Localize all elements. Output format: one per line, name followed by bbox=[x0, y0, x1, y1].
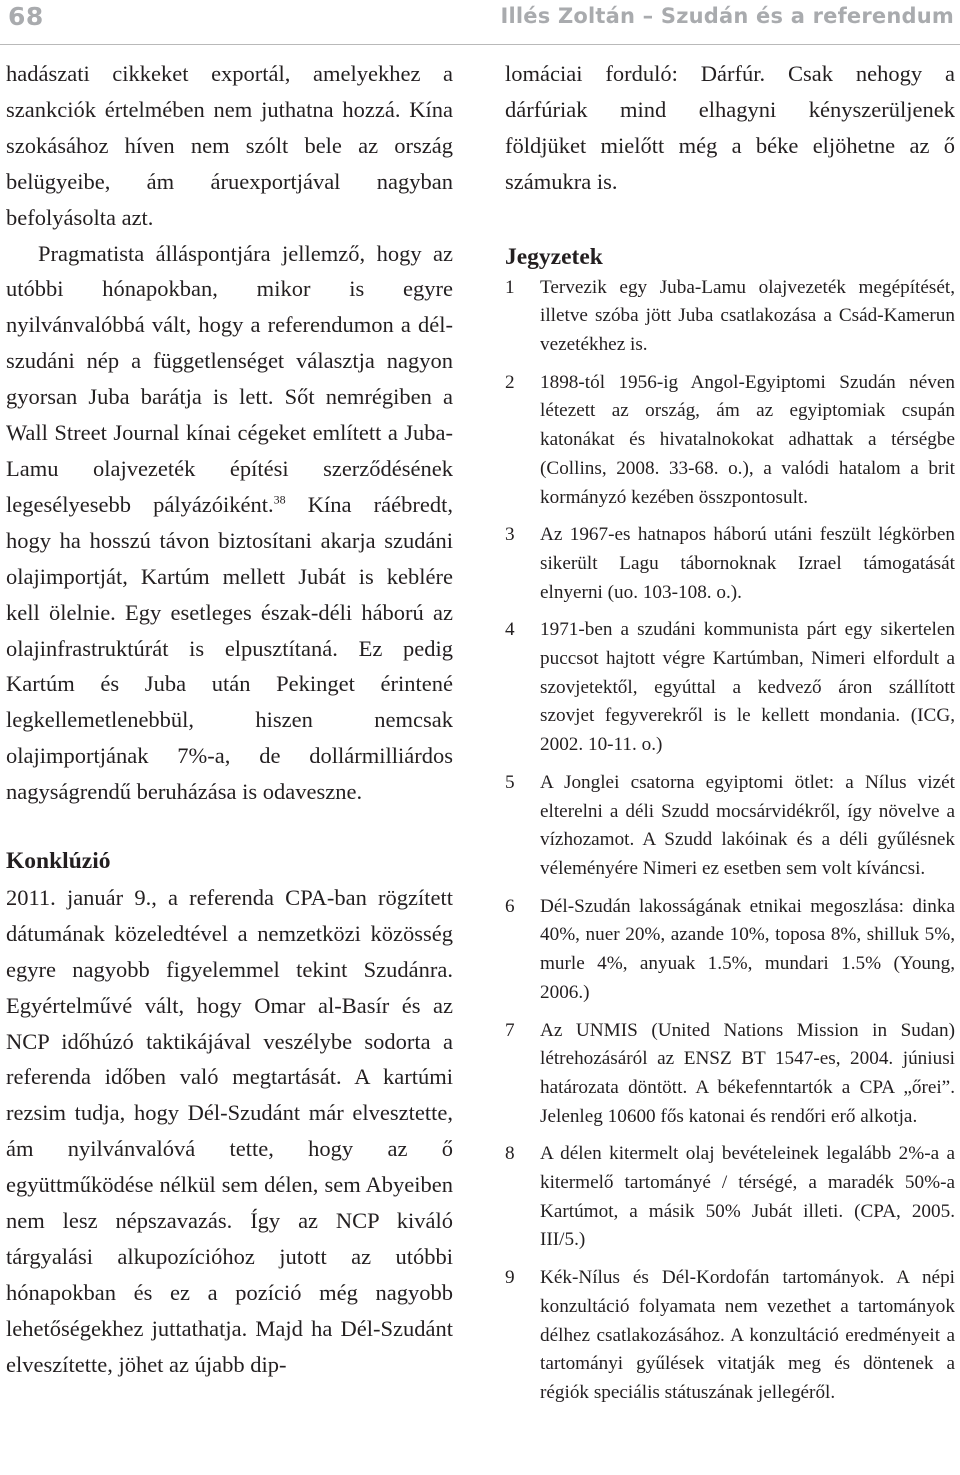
note-number: 2 bbox=[505, 371, 515, 393]
right-column bbox=[505, 56, 955, 1417]
running-title: Illés Zoltán – Szudán és a referendum bbox=[500, 4, 954, 28]
note-item bbox=[505, 616, 955, 760]
note-text: Az UNMIS (United Nations Mission in Sudan) létrehozásáról az ENSZ BT 1547-es, 2004. júniusi határozata döntött. A békefenntartók a CPA „őrei”. Jelenleg 10600 fős katonai és rendőri erő alkotja. bbox=[540, 1019, 955, 1127]
note-number: 7 bbox=[505, 1019, 515, 1041]
paragraph-text: Pragmatista álláspontjára jellemző, hogy az utóbbi hónapokban, mikor is egyre nyilvánvalóbbá vált, hogy a referendumon a dél-szudáni nép a függetlenséget választja nagyon gyorsan Juba barátja is lett. Sőt nemrégiben a Wall Street Journal kínai cégeket említett a Juba-Lamu olajvezeték építési szerződésének legesélyesebb pályázóiként. bbox=[6, 240, 453, 517]
note-item bbox=[505, 274, 955, 360]
notes-list bbox=[505, 274, 955, 1408]
notes-heading: Jegyzetek bbox=[505, 243, 603, 270]
note-item bbox=[505, 369, 955, 513]
paragraph-text-cont: Kína ráébredt, hogy ha hosszú távon biztosítani akarja szudáni olajimportját, Kartúm mellett Jubát is keblére kell ölelnie. Egy esetleges észak-déli háború az olajinfrastruktúrát is elpusztítaná. Ez pedig Kartúm és Juba után Pekinget érintené legkellemetlenebbül, hiszen nemcsak olajimportjának 7%-a, de dollármilliárdos nagyságrendű beruházása is odaveszne. bbox=[6, 491, 454, 805]
footnote-ref-38: 38 bbox=[273, 492, 286, 507]
note-number: 6 bbox=[505, 895, 515, 917]
note-item bbox=[505, 893, 955, 1008]
page-header bbox=[0, 0, 960, 45]
note-item bbox=[505, 1017, 955, 1132]
section-heading-konkluzio: Konklúzió bbox=[6, 848, 111, 875]
note-text: Az 1967-es hatnapos háború utáni feszült légkörben sikerült Lagu tábornoknak Izrael támogatását elnyerni (uo. 103-108. o.). bbox=[540, 524, 955, 603]
note-item bbox=[505, 521, 955, 607]
note-text: Dél-Szudán lakosságának etnikai megoszlása: dinka 40%, nuer 20%, azande 10%, toposa 8%, shilluk 5%, murle 4%, anyuak 1.5%, mundari 1.5% (Young, 2006.) bbox=[540, 895, 955, 1003]
note-text: A Jonglei csatorna egyiptomi ötlet: a Nílus vizét elterelni a déli Szudd mocsárvidékről, így növelve a vízhozamot. A Szudd lakóinak és a déli gyűlésnek véleményére Nimeri ez esetben sem volt kíváncsi. bbox=[540, 771, 955, 879]
note-text: Tervezik egy Juba-Lamu olajvezeték megépítését, illetve szóba jött Juba csatlakozása a Csád-Kamerun vezetékhez is. bbox=[540, 276, 955, 356]
note-text: 1898-tól 1956-ig Angol-Egyiptomi Szudán néven létezett az ország, ám az egyiptomiak csupán katonákat és hivatalnokokat adhattak a térségbe (Collins, 2008. 33-68. o.), a valódi hatalom a brit kormányzó kezében összpontosult. bbox=[540, 371, 955, 508]
note-number: 1 bbox=[505, 276, 515, 298]
note-number: 3 bbox=[505, 524, 515, 546]
note-number: 8 bbox=[505, 1143, 515, 1165]
page-number: 68 bbox=[8, 2, 44, 31]
note-text: 1971-ben a szudáni kommunista párt egy sikertelen puccsot hajtott végre Kartúmban, Nimeri elfordult a szovjetektől, egyúttal a kedvező áron szállított szovjet fegyverekről is le kellett mondania. (ICG, 2002. 10-11. o.) bbox=[540, 619, 955, 756]
note-text: A délen kitermelt olaj bevételeinek legalább 2%-a a kitermelő tartományé / térségé, a maradék 50%-a Kartúmot, a másik 50% Jubát illeti. (CPA, 2005. III/5.) bbox=[540, 1143, 955, 1251]
note-number: 4 bbox=[505, 619, 515, 641]
paragraph-conclusion: 2011. január 9., a referenda CPA-ban rögzített dátumának közeledtével a nemzetközi közösség egyre nagyobb figyelemmel tekint Szudánra. Egyértelművé vált, hogy Omar al-Basír és az NCP időhúzó taktikájával veszélybe sodorta a referenda időben való megtartását. A kartúmi rezsim tudja, hogy Dél-Szudánt már elvesztette, ám nyilvánvalóvá tette, hogy az ő együttműködése nélkül sem délen, sem Abyeiben nem lesz népszavazás. Így az NCP kiváló tárgyalási alkupozícióhoz jutott az utóbbi hónapokban és ez a pozíció még nagyobb lehetőségekhez juttathatja. Majd ha Dél-Szudánt elveszítette, jöhet az újabb dip- bbox=[6, 884, 453, 1377]
paragraph-carryover: lomáciai forduló: Dárfúr. Csak nehogy a dárfúriak mind elhagyni kényszerüljenek földjüket mielőtt még a béke eljöhetne az ő számukra is. bbox=[505, 61, 955, 194]
paragraph-china-pragmatism bbox=[6, 236, 453, 811]
note-item bbox=[505, 1264, 955, 1408]
note-text: Kék-Nílus és Dél-Kordofán tartományok. A népi konzultáció folyamata nem vezethet a tartományok délhez csatlakozásához. A konzultáció eredményeit a tartományi gyűlések vitatják meg és döntenek a régiók speciális státuszának jellegéről. bbox=[540, 1267, 955, 1403]
paragraph-continued: hadászati cikkeket exportál, amelyekhez a szankciók értelmében nem juthatna hozzá. Kína szokásához híven nem szólt bele az ország belügyeibe, ám áruexportjával nagyban befolyásolta azt. bbox=[6, 61, 453, 230]
left-column bbox=[6, 56, 453, 1383]
note-item bbox=[505, 769, 955, 884]
note-number: 9 bbox=[505, 1267, 515, 1289]
note-item bbox=[505, 1140, 955, 1255]
note-number: 5 bbox=[505, 771, 515, 793]
